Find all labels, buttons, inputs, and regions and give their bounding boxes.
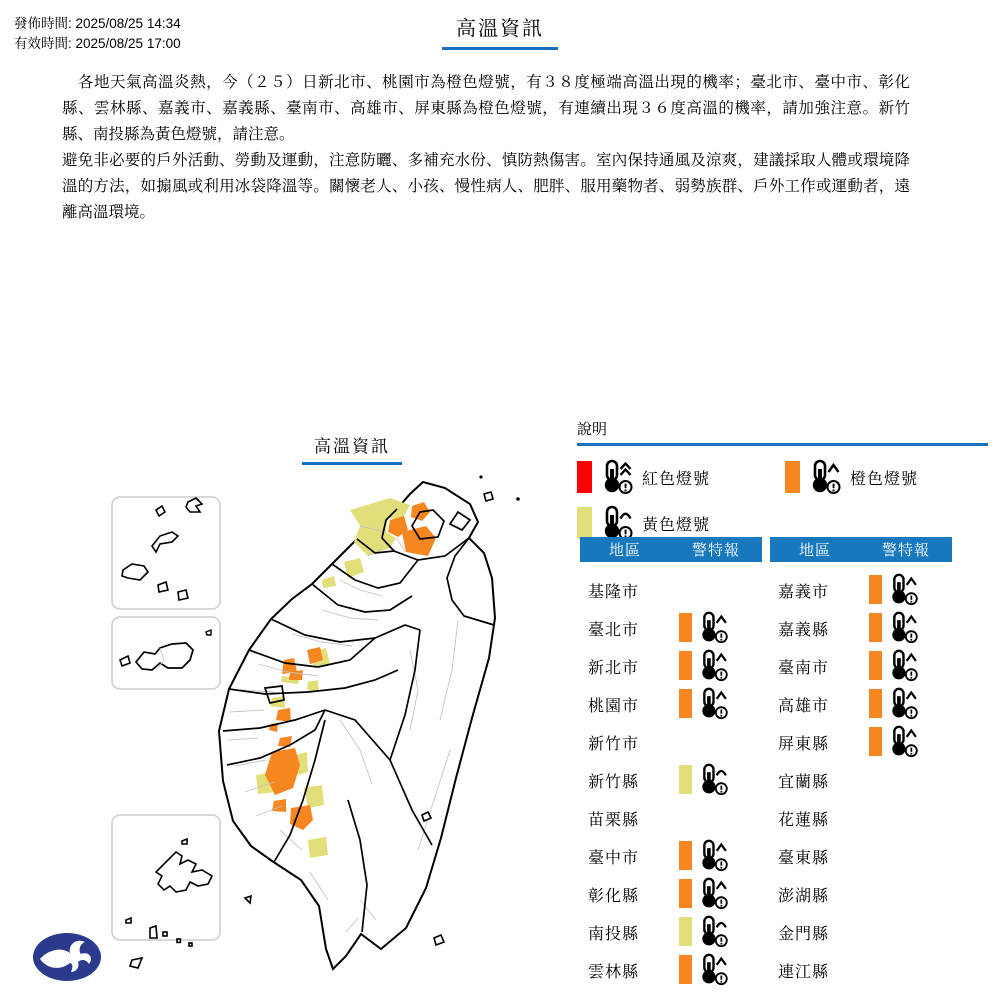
taiwan-high-temperature-map — [60, 420, 560, 1000]
cwa-wave-logo — [30, 930, 104, 984]
legend-color-chip — [577, 461, 592, 493]
table-row — [580, 912, 762, 950]
table-row — [580, 722, 762, 760]
page-title: 高溫資訊 — [442, 12, 558, 50]
region-label: 嘉義縣 — [778, 622, 830, 639]
region-label: 桃園市 — [588, 698, 640, 715]
warning-table-right — [770, 537, 952, 988]
warning-cell — [679, 839, 730, 872]
warning-cell — [679, 877, 730, 910]
legend-items — [577, 454, 988, 546]
region-label: 新竹縣 — [588, 774, 640, 791]
table-row — [770, 950, 952, 988]
table-row — [770, 874, 952, 912]
warning-cell — [679, 611, 730, 644]
warning-cell — [869, 573, 920, 606]
valid-time: 有效時間: 2025/08/25 17:00 — [14, 36, 181, 51]
thermometer-warning-icon — [697, 687, 730, 720]
region-label: 臺南市 — [778, 660, 830, 677]
table-row — [770, 684, 952, 722]
table-row — [770, 912, 952, 950]
legend-block — [577, 418, 988, 546]
table-row — [770, 760, 952, 798]
thermometer-warning-icon — [807, 459, 843, 495]
warning-color-chip — [679, 841, 692, 870]
advisory-paragraph-2: 避免非必要的戶外活動、勞動及運動，注意防曬、多補充水份、慎防熱傷害。室內保持通風及涼爽，建議採取人體或環境降溫的方法，如搧風或利用冰袋降溫等。關懷老人、小孩、慢性病人、肥胖、服用藥物者、弱勢族群、戶外工作或運動者，遠離高溫環境。 — [62, 152, 910, 221]
thermometer-warning-icon — [599, 505, 635, 541]
table-row — [580, 646, 762, 684]
thermometer-warning-icon — [887, 725, 920, 758]
thermometer-warning-icon — [697, 915, 730, 948]
region-label: 臺中市 — [588, 850, 640, 867]
thermometer-warning-icon — [599, 459, 635, 495]
region-label: 雲林縣 — [588, 964, 640, 981]
advisory-text — [62, 70, 910, 226]
region-label: 金門縣 — [778, 926, 830, 943]
region-label: 臺東縣 — [778, 850, 830, 867]
table-row — [580, 570, 762, 608]
thermometer-warning-icon — [887, 649, 920, 682]
region-label: 臺北市 — [588, 622, 640, 639]
taiwan-island-outline — [219, 482, 495, 969]
warning-cell — [679, 687, 730, 720]
warning-color-chip — [679, 955, 692, 984]
region-label: 屏東縣 — [778, 736, 830, 753]
warning-cell — [679, 915, 730, 948]
warning-color-chip — [869, 613, 882, 642]
warning-cell — [869, 649, 920, 682]
table-body — [580, 570, 762, 988]
warning-cell — [679, 649, 730, 682]
warning-color-chip — [679, 879, 692, 908]
table-row — [580, 608, 762, 646]
legend-item-orange — [785, 454, 988, 500]
warning-color-chip — [679, 689, 692, 718]
region-label: 高雄市 — [778, 698, 830, 715]
thermometer-warning-icon — [887, 611, 920, 644]
region-label: 新竹市 — [588, 736, 640, 753]
table-body — [770, 570, 952, 988]
thermometer-warning-icon — [887, 687, 920, 720]
region-label: 宜蘭縣 — [778, 774, 830, 791]
region-label: 新北市 — [588, 660, 640, 677]
warning-color-chip — [869, 575, 882, 604]
warning-color-chip — [869, 727, 882, 756]
legend-item-red — [577, 454, 785, 500]
table-row — [770, 798, 952, 836]
table-row — [580, 798, 762, 836]
thermometer-warning-icon — [697, 611, 730, 644]
table-row — [770, 836, 952, 874]
warning-table-left — [580, 537, 762, 988]
legend-title: 說明 — [577, 418, 988, 446]
warning-color-chip — [679, 917, 692, 946]
issued-time: 發佈時間: 2025/08/25 14:34 — [14, 16, 181, 31]
legend-label: 橙色燈號 — [850, 470, 919, 488]
table-row — [770, 722, 952, 760]
warning-color-chip — [869, 689, 882, 718]
table-row — [580, 874, 762, 912]
region-label: 澎湖縣 — [778, 888, 830, 905]
table-row — [770, 570, 952, 608]
thermometer-warning-icon — [697, 953, 730, 986]
header-warning: 警特報 — [881, 542, 930, 559]
legend-color-chip — [577, 507, 592, 539]
region-label: 連江縣 — [778, 964, 830, 981]
thermometer-warning-icon — [887, 573, 920, 606]
warning-color-chip — [869, 651, 882, 680]
warning-color-chip — [679, 765, 692, 794]
warning-cell — [679, 953, 730, 986]
table-row — [580, 950, 762, 988]
table-row — [770, 608, 952, 646]
warning-cell — [679, 763, 730, 796]
warning-cell — [869, 725, 920, 758]
advisory-paragraph-1: 各地天氣高溫炎熱，今（２５）日新北市、桃園市為橙色燈號，有３８度極端高溫出現的機率；臺北市、臺中市、彰化縣、雲林縣、嘉義市、嘉義縣、臺南市、高雄市、屏東縣為橙色燈號，有連續出現３６度高溫的機率，請加強注意。新竹縣、南投縣為黃色燈號，請注意。 — [62, 74, 910, 143]
legend-label: 黃色燈號 — [642, 516, 711, 534]
table-header — [770, 537, 952, 562]
table-row — [580, 836, 762, 874]
thermometer-warning-icon — [697, 839, 730, 872]
thermometer-warning-icon — [697, 649, 730, 682]
page-title-wrap — [0, 12, 1000, 50]
thermometer-warning-icon — [697, 877, 730, 910]
region-label: 南投縣 — [588, 926, 640, 943]
table-row — [770, 646, 952, 684]
legend-label: 紅色燈號 — [642, 470, 711, 488]
region-label: 基隆市 — [588, 584, 640, 601]
map-title: 高溫資訊 — [302, 432, 402, 465]
warning-cell — [869, 611, 920, 644]
header-region: 地區 — [608, 542, 641, 559]
region-label: 苗栗縣 — [588, 812, 640, 829]
table-row — [580, 684, 762, 722]
warning-color-chip — [679, 613, 692, 642]
table-header — [580, 537, 762, 562]
warning-cell — [869, 687, 920, 720]
header-warning: 警特報 — [691, 542, 740, 559]
thermometer-warning-icon — [697, 763, 730, 796]
region-label: 嘉義市 — [778, 584, 830, 601]
legend-color-chip — [785, 461, 800, 493]
table-row — [580, 760, 762, 798]
region-label: 彰化縣 — [588, 888, 640, 905]
header-region: 地區 — [798, 542, 831, 559]
region-label: 花蓮縣 — [778, 812, 830, 829]
warning-color-chip — [679, 651, 692, 680]
